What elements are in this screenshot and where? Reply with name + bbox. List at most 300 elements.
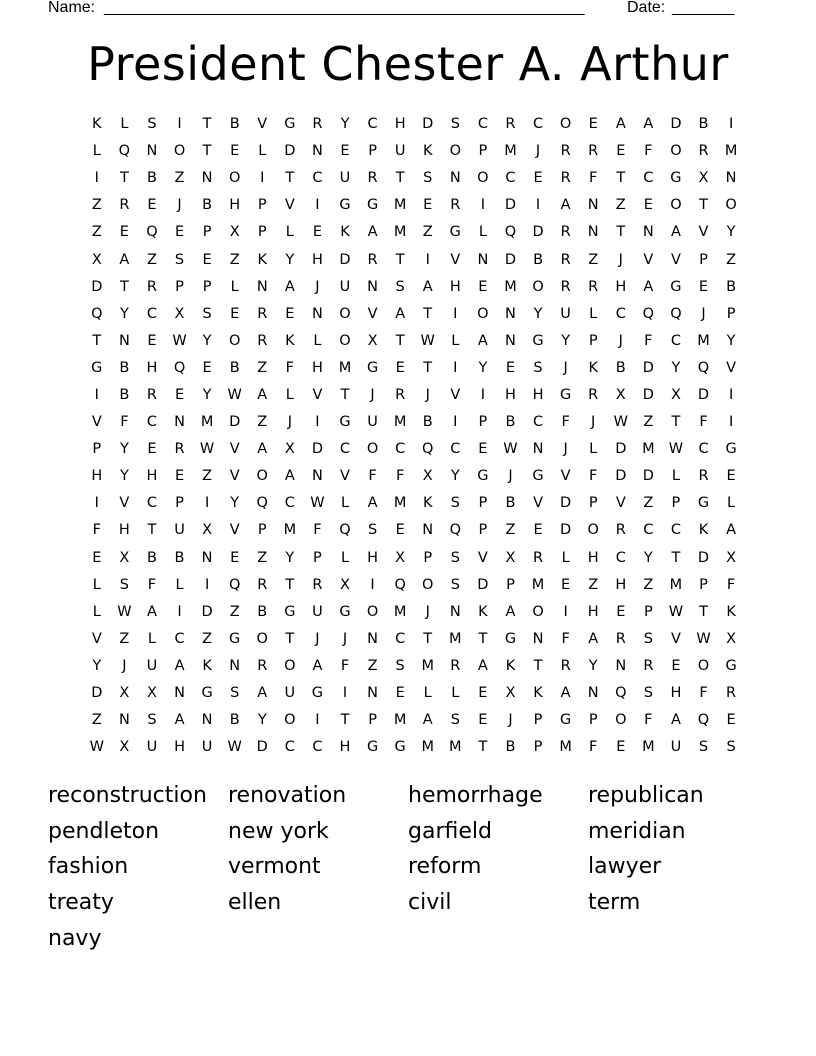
grid-letter: C — [450, 441, 461, 458]
grid-letter: T — [340, 386, 350, 403]
grid-letter: E — [202, 251, 212, 268]
word-bank-item: meridian — [588, 818, 686, 844]
grid-letter: R — [257, 305, 268, 322]
grid-letter: E — [230, 143, 240, 160]
grid-letter: R — [615, 522, 626, 539]
grid-letter: P — [533, 739, 543, 756]
grid-letter: D — [642, 468, 654, 485]
grid-letter: G — [366, 197, 379, 214]
grid-letter: Z — [257, 549, 268, 566]
grid-letter: F — [285, 359, 294, 376]
grid-letter: F — [368, 468, 377, 485]
grid-letter: M — [642, 739, 655, 756]
grid-letter: E — [643, 197, 653, 214]
grid-letter: I — [260, 170, 265, 187]
grid-letter: C — [698, 441, 709, 458]
grid-letter: L — [451, 685, 460, 702]
grid-letter: G — [725, 657, 737, 674]
grid-letter: H — [229, 197, 241, 214]
grid-letter: N — [311, 143, 323, 160]
grid-letter: X — [505, 549, 516, 566]
grid-letter: D — [477, 576, 489, 593]
grid-letter: S — [147, 116, 157, 133]
grid-letter: Q — [118, 143, 131, 160]
grid-letter: M — [642, 441, 655, 458]
grid-letter: X — [91, 251, 102, 268]
grid-letter: R — [698, 468, 709, 485]
grid-letter: G — [284, 603, 296, 620]
grid-letter: E — [478, 278, 488, 295]
grid-letter: H — [118, 522, 130, 539]
grid-letter: W — [227, 386, 242, 403]
grid-letter: O — [477, 170, 489, 187]
grid-letter: M — [421, 739, 434, 756]
grid-letter: I — [480, 386, 486, 403]
letter-grid — [83, 111, 745, 761]
grid-letter: S — [643, 630, 653, 647]
grid-letter: B — [615, 359, 626, 376]
grid-letter: D — [615, 441, 627, 458]
grid-letter: D — [532, 224, 544, 241]
grid-letter: O — [697, 657, 710, 674]
grid-letter: R — [367, 251, 378, 268]
grid-letter: A — [174, 712, 185, 729]
grid-letter: Q — [256, 495, 268, 512]
grid-letter: H — [367, 549, 379, 566]
grid-letter: L — [92, 143, 101, 160]
grid-letter: E — [478, 441, 488, 458]
grid-letter: F — [395, 468, 405, 485]
grid-letter: Y — [119, 468, 129, 485]
grid-letter: P — [726, 305, 736, 322]
grid-letter: C — [532, 116, 544, 133]
grid-letter: V — [450, 251, 461, 268]
grid-letter: Q — [173, 359, 186, 376]
grid-letter: H — [449, 278, 461, 295]
grid-letter: G — [394, 739, 406, 756]
grid-letter: C — [670, 332, 681, 349]
grid-letter: R — [257, 576, 268, 593]
grid-letter: D — [284, 143, 296, 160]
grid-letter: E — [147, 441, 157, 458]
grid-letter: H — [587, 549, 599, 566]
grid-letter: B — [505, 414, 516, 431]
grid-letter: L — [175, 576, 184, 593]
grid-letter: M — [504, 143, 517, 160]
grid-letter: B — [119, 359, 130, 376]
grid-letter: I — [315, 197, 320, 214]
grid-letter: G — [697, 495, 710, 512]
grid-letter: E — [230, 549, 240, 566]
grid-letter: K — [726, 603, 736, 620]
grid-letter: O — [477, 305, 489, 322]
grid-letter: M — [449, 630, 462, 647]
grid-row — [83, 219, 745, 246]
grid-letter: V — [450, 386, 461, 403]
grid-letter: A — [312, 657, 323, 674]
grid-letter: C — [174, 630, 185, 647]
grid-letter: D — [256, 739, 268, 756]
grid-letter: G — [201, 685, 213, 702]
grid-letter: Z — [505, 522, 516, 539]
grid-letter: I — [204, 495, 210, 512]
grid-letter: J — [535, 143, 541, 160]
grid-letter: N — [477, 251, 489, 268]
grid-letter: B — [229, 712, 240, 729]
word-bank-item: fashion — [48, 854, 129, 880]
grid-letter: J — [591, 414, 596, 431]
grid-letter: R — [615, 630, 626, 647]
grid-letter: U — [146, 657, 158, 674]
grid-letter: S — [367, 522, 378, 539]
grid-letter: E — [533, 522, 543, 539]
grid-letter: C — [643, 522, 654, 539]
grid-letter: A — [257, 685, 268, 702]
word-bank-item: ellen — [228, 890, 282, 916]
grid-letter: U — [560, 305, 571, 322]
grid-letter: E — [340, 143, 350, 160]
grid-letter: T — [533, 657, 543, 674]
grid-letter: U — [174, 522, 185, 539]
grid-letter: O — [449, 143, 462, 160]
grid-letter: E — [285, 305, 295, 322]
grid-letter: P — [175, 278, 184, 295]
grid-letter: I — [94, 170, 99, 187]
grid-letter: A — [477, 657, 488, 674]
grid-letter: A — [422, 278, 433, 295]
grid-letter: J — [315, 278, 320, 295]
grid-letter: G — [532, 332, 544, 349]
grid-letter: E — [478, 685, 488, 702]
grid-letter: W — [613, 414, 628, 431]
grid-row — [83, 463, 745, 490]
grid-letter: Y — [726, 224, 736, 241]
grid-row — [83, 572, 745, 599]
grid-letter: P — [92, 441, 102, 458]
grid-letter: A — [615, 116, 626, 133]
grid-letter: F — [313, 522, 322, 539]
grid-letter: H — [587, 603, 599, 620]
grid-letter: P — [478, 143, 488, 160]
word-bank-item: renovation — [228, 783, 347, 809]
grid-letter: X — [698, 170, 709, 187]
grid-letter: O — [173, 143, 186, 160]
grid-letter: S — [395, 657, 405, 674]
grid-letter: R — [146, 278, 157, 295]
grid-letter: E — [119, 224, 129, 241]
grid-letter: M — [504, 278, 517, 295]
grid-letter: J — [425, 603, 430, 620]
grid-row — [83, 328, 745, 355]
grid-letter: P — [588, 332, 598, 349]
grid-letter: Z — [588, 576, 599, 593]
grid-letter: W — [89, 739, 104, 756]
grid-letter: C — [615, 305, 626, 322]
grid-letter: D — [504, 251, 517, 268]
grid-letter: J — [618, 332, 623, 349]
grid-letter: N — [367, 630, 378, 647]
grid-letter: N — [505, 332, 516, 349]
grid-letter: Q — [394, 576, 406, 593]
grid-letter: V — [229, 441, 240, 458]
grid-letter: S — [726, 739, 736, 756]
grid-letter: P — [368, 712, 377, 729]
grid-letter: L — [589, 441, 598, 458]
grid-letter: Y — [119, 441, 129, 458]
grid-letter: D — [201, 603, 213, 620]
grid-letter: P — [257, 522, 267, 539]
grid-letter: N — [256, 278, 268, 295]
grid-letter: C — [532, 414, 544, 431]
grid-letter: S — [450, 116, 460, 133]
grid-letter: V — [257, 116, 268, 133]
grid-letter: Y — [588, 657, 598, 674]
grid-letter: M — [393, 495, 407, 512]
grid-letter: N — [725, 170, 737, 187]
grid-letter: K — [340, 224, 350, 241]
grid-letter: R — [312, 116, 323, 133]
grid-letter: P — [699, 576, 708, 593]
grid-letter: L — [451, 332, 460, 349]
grid-letter: U — [367, 414, 378, 431]
grid-letter: X — [726, 630, 737, 647]
grid-letter: O — [228, 170, 241, 187]
grid-letter: L — [258, 143, 267, 160]
grid-letter: A — [395, 305, 406, 322]
grid-letter: N — [532, 630, 544, 647]
grid-letter: N — [201, 712, 213, 729]
grid-letter: N — [642, 224, 654, 241]
page-title: President Chester A. Arthur — [87, 37, 729, 91]
grid-letter: F — [644, 712, 653, 729]
grid-row — [83, 111, 745, 138]
grid-letter: R — [257, 657, 268, 674]
grid-letter: E — [616, 603, 626, 620]
grid-letter: K — [533, 685, 543, 702]
grid-letter: M — [724, 143, 738, 160]
grid-letter: K — [698, 522, 709, 539]
grid-letter: E — [147, 197, 157, 214]
grid-letter: T — [119, 278, 129, 295]
grid-row — [83, 517, 745, 544]
grid-letter: V — [726, 359, 737, 376]
grid-letter: N — [118, 332, 130, 349]
grid-letter: C — [670, 522, 681, 539]
grid-letter: Y — [671, 359, 681, 376]
grid-letter: O — [670, 143, 682, 160]
grid-letter: X — [367, 332, 378, 349]
grid-letter: S — [147, 712, 157, 729]
grid-letter: C — [505, 170, 516, 187]
grid-letter: R — [588, 143, 599, 160]
grid-letter: K — [202, 657, 212, 674]
grid-letter: T — [119, 170, 129, 187]
grid-letter: A — [643, 278, 654, 295]
grid-row — [83, 165, 745, 192]
grid-letter: E — [616, 739, 626, 756]
grid-letter: Q — [615, 685, 627, 702]
grid-letter: E — [423, 197, 433, 214]
grid-letter: L — [671, 468, 680, 485]
grid-letter: S — [423, 170, 433, 187]
grid-letter: B — [505, 739, 516, 756]
grid-letter: H — [339, 739, 351, 756]
grid-letter: I — [563, 603, 568, 620]
grid-letter: Z — [422, 224, 433, 241]
grid-letter: T — [616, 170, 626, 187]
word-bank-item: term — [588, 890, 641, 916]
grid-letter: G — [366, 359, 379, 376]
grid-letter: G — [449, 224, 461, 241]
grid-letter: O — [339, 305, 351, 322]
grid-letter: C — [643, 170, 654, 187]
grid-row — [83, 436, 745, 463]
grid-letter: A — [560, 685, 571, 702]
word-bank-row — [48, 920, 768, 956]
grid-row — [83, 545, 745, 572]
grid-letter: L — [285, 224, 294, 241]
grid-letter: X — [505, 685, 516, 702]
grid-letter: P — [588, 495, 598, 512]
grid-letter: A — [643, 116, 654, 133]
grid-letter: D — [229, 414, 241, 431]
grid-letter: P — [671, 495, 681, 512]
grid-letter: B — [174, 549, 185, 566]
grid-letter: P — [478, 414, 488, 431]
grid-letter: I — [94, 386, 99, 403]
grid-letter: X — [119, 549, 130, 566]
grid-letter: R — [560, 657, 571, 674]
grid-letter: S — [698, 739, 709, 756]
grid-letter: I — [480, 197, 486, 214]
grid-letter: G — [725, 441, 737, 458]
word-bank-item: reconstruction — [48, 783, 207, 809]
grid-letter: H — [394, 116, 406, 133]
grid-letter: I — [315, 414, 320, 431]
grid-letter: U — [146, 739, 158, 756]
grid-letter: Y — [561, 332, 571, 349]
grid-letter: U — [339, 278, 351, 295]
grid-letter: P — [202, 278, 212, 295]
grid-letter: Q — [449, 522, 462, 539]
grid-letter: N — [422, 522, 434, 539]
grid-letter: M — [531, 576, 545, 593]
grid-letter: E — [671, 657, 681, 674]
grid-letter: H — [311, 251, 323, 268]
grid-letter: E — [395, 359, 405, 376]
grid-letter: T — [285, 170, 295, 187]
grid-letter: O — [256, 468, 268, 485]
grid-letter: B — [202, 197, 213, 214]
grid-letter: N — [367, 685, 378, 702]
grid-letter: A — [257, 386, 268, 403]
grid-letter: W — [117, 603, 132, 620]
grid-letter: Z — [643, 495, 654, 512]
grid-letter: H — [615, 576, 627, 593]
grid-letter: Z — [202, 630, 213, 647]
grid-letter: E — [230, 305, 240, 322]
grid-letter: Q — [697, 712, 710, 729]
grid-letter: H — [532, 386, 544, 403]
grid-letter: R — [174, 441, 185, 458]
grid-letter: D — [615, 468, 627, 485]
grid-letter: W — [696, 630, 711, 647]
grid-letter: U — [670, 739, 682, 756]
word-bank-item: republican — [588, 783, 704, 809]
grid-letter: H — [311, 359, 323, 376]
grid-letter: L — [92, 603, 101, 620]
grid-letter: R — [312, 576, 323, 593]
grid-letter: P — [257, 224, 267, 241]
grid-letter: P — [533, 712, 543, 729]
grid-letter: N — [201, 170, 213, 187]
grid-letter: M — [449, 739, 462, 756]
grid-letter: Z — [257, 414, 268, 431]
grid-letter: B — [146, 549, 157, 566]
grid-letter: V — [119, 495, 130, 512]
grid-letter: A — [119, 251, 130, 268]
grid-letter: F — [644, 332, 653, 349]
grid-letter: F — [589, 170, 598, 187]
grid-letter: I — [315, 712, 320, 729]
header-fields — [48, 0, 748, 20]
word-bank-item: vermont — [228, 854, 321, 880]
grid-letter: R — [505, 116, 516, 133]
grid-letter: R — [560, 251, 571, 268]
grid-letter: D — [670, 116, 682, 133]
grid-letter: O — [670, 197, 682, 214]
grid-letter: N — [449, 170, 461, 187]
grid-row — [83, 274, 745, 301]
grid-letter: R — [560, 224, 571, 241]
grid-letter: P — [368, 143, 377, 160]
grid-letter: X — [229, 224, 240, 241]
word-bank-item: civil — [408, 890, 452, 916]
grid-letter: X — [146, 685, 157, 702]
grid-letter: E — [533, 170, 543, 187]
grid-row — [83, 355, 745, 382]
word-bank-item: reform — [408, 854, 482, 880]
grid-letter: Y — [643, 549, 653, 566]
grid-letter: P — [643, 603, 653, 620]
grid-letter: M — [421, 657, 434, 674]
grid-letter: T — [285, 630, 295, 647]
grid-letter: V — [229, 522, 240, 539]
grid-letter: T — [423, 630, 433, 647]
grid-letter: N — [587, 197, 599, 214]
grid-letter: L — [423, 685, 432, 702]
grid-letter: J — [370, 386, 375, 403]
grid-letter: Z — [91, 712, 102, 729]
grid-letter: W — [503, 441, 518, 458]
grid-row — [83, 382, 745, 409]
grid-letter: J — [563, 441, 568, 458]
grid-letter: C — [312, 739, 323, 756]
grid-letter: X — [174, 305, 185, 322]
grid-letter: B — [726, 278, 737, 295]
grid-letter: P — [257, 197, 267, 214]
grid-letter: A — [505, 603, 516, 620]
grid-letter: S — [395, 278, 405, 295]
grid-letter: M — [559, 739, 572, 756]
grid-letter: R — [560, 170, 571, 187]
grid-letter: Y — [340, 116, 350, 133]
grid-letter: Y — [478, 359, 488, 376]
grid-row — [83, 490, 745, 517]
grid-letter: H — [174, 739, 185, 756]
grid-letter: A — [670, 224, 681, 241]
grid-letter: N — [118, 712, 130, 729]
